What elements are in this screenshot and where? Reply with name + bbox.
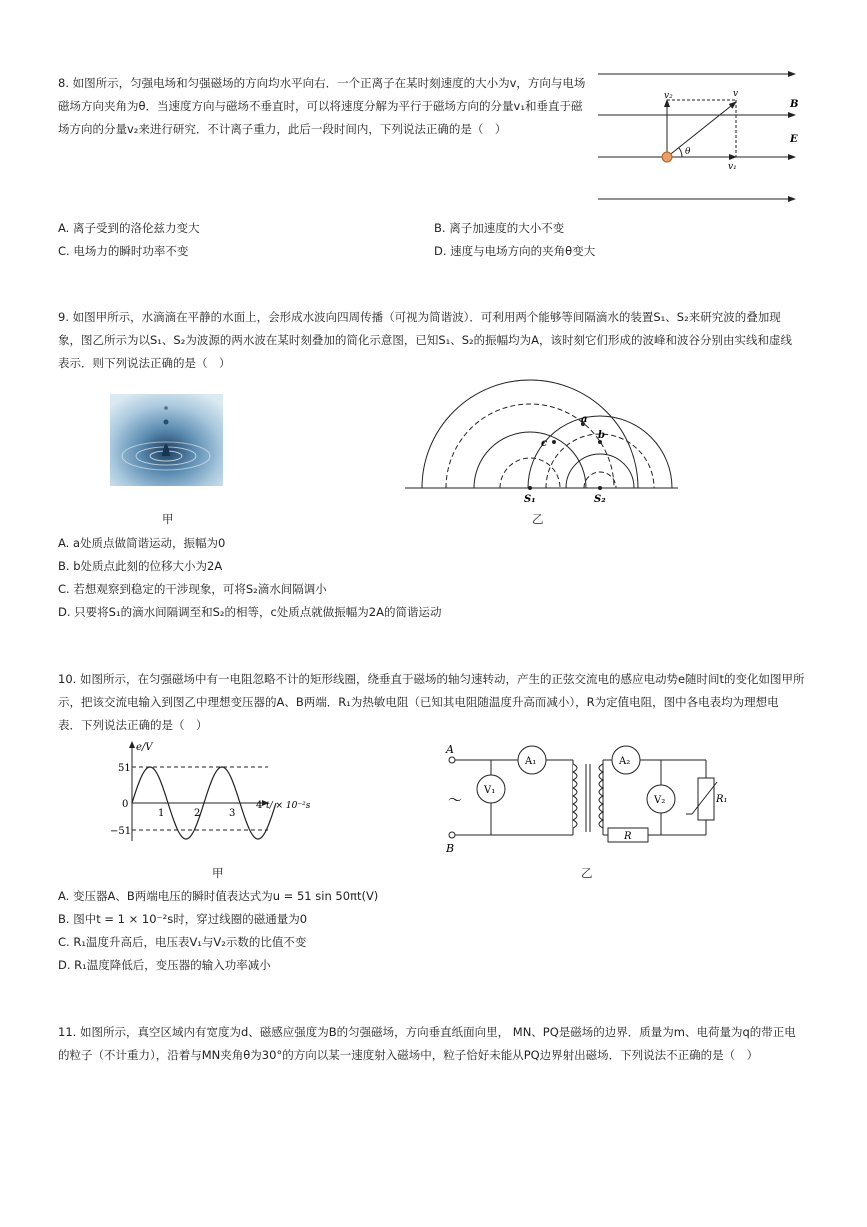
- s1-trough-inner: [500, 458, 560, 488]
- q9-option-d[interactable]: D. 只要将S₁的滴水间隔调至和S₂的相等，c处质点就做振幅为2A的简谐运动: [58, 605, 442, 619]
- water-drop-photo: [110, 394, 223, 486]
- label-v1: v₁: [728, 162, 737, 172]
- label-v2: v₂: [664, 91, 673, 101]
- label-s2: S₂: [594, 494, 606, 505]
- q10-emf-graph: [108, 736, 328, 846]
- theta-arc: [679, 148, 682, 157]
- q8-option-d[interactable]: D. 速度与电场方向的夹角θ变大: [434, 244, 596, 258]
- tick-0: 0: [122, 799, 129, 810]
- label-rt: R₁: [716, 794, 728, 805]
- graph-ylabel: e/V: [136, 742, 153, 753]
- terminal-b: [449, 832, 455, 838]
- q8-field-diagram: [590, 62, 815, 212]
- q8-line-3: 场方向的分量v₂来进行研究．不计离子重力，此后一段时间内，下列说法正确的是（ ）: [58, 122, 507, 136]
- label-s1: S₁: [524, 494, 536, 505]
- q10-transformer-circuit: [436, 742, 736, 854]
- q9-line-3: 表示．则下列说法正确的是（ ）: [58, 356, 231, 370]
- tick-4: 4: [256, 800, 263, 811]
- q9-line-1: 9. 如图甲所示，水滴滴在平静的水面上，会形成水波向四周传播（可视为简谐波）．可利用两个能够等间隔滴水的装置S₁、S₂来研究波的叠加现: [58, 310, 781, 324]
- source-s2-dot: [598, 486, 602, 490]
- label-B: B: [790, 99, 799, 110]
- v-arrow: [667, 102, 736, 157]
- tick-3: 3: [229, 808, 236, 819]
- q10-line-3: 表．下列说法正确的是（ ）: [58, 718, 208, 732]
- q9-option-b[interactable]: B. b处质点此刻的位移大小为2A: [58, 559, 223, 573]
- label-E: E: [790, 134, 798, 145]
- q8-option-a[interactable]: A. 离子受到的洛伦兹力变大: [58, 221, 200, 235]
- thermistor-r1: [698, 778, 714, 820]
- tick-1: 1: [158, 808, 165, 819]
- label-v: v: [733, 89, 739, 99]
- q9-line-2: 象，图乙所示为以S₁、S₂为波源的两水波在某时刻叠加的简化示意图，已知S₁、S₂的振幅均为A，该时刻它们形成的波峰和波谷分别由实线和虚线: [58, 333, 792, 347]
- s2-crest-outer: [528, 416, 672, 488]
- label-a: a: [581, 414, 588, 425]
- label-terminal-b: B: [446, 842, 455, 854]
- ac-source-symbol: ～: [448, 793, 462, 809]
- q10-option-a[interactable]: A. 变压器A、B两端电压的瞬时值表达式为u = 51 sin 50πt(V): [58, 889, 379, 903]
- label-r: R: [624, 831, 632, 842]
- label-theta: θ: [685, 147, 691, 157]
- q8-option-b[interactable]: B. 离子加速度的大小不变: [434, 221, 565, 235]
- s2-trough-inner: [584, 472, 616, 488]
- q8-line-2: 磁场方向夹角为θ．当速度方向与磁场不垂直时，可以将速度分解为平行于磁场方向的分量v₁和垂直于磁: [58, 99, 583, 113]
- q10-caption-left: 甲: [212, 866, 224, 880]
- label-a2: A₂: [619, 756, 631, 767]
- q9-interference-diagram: [400, 378, 680, 508]
- primary-coil: [573, 764, 577, 828]
- terminal-a: [449, 757, 455, 763]
- q10-line-1: 10. 如图所示，在匀强磁场中有一电阻忽略不计的矩形线圈，绕垂直于磁场的轴匀速转动，产生的正弦交流电的感应电动势e随时间t的变化如图甲所: [58, 672, 805, 686]
- s2-crest-inner: [566, 454, 634, 488]
- label-terminal-a: A: [446, 743, 454, 756]
- graph-ymin: −51: [110, 826, 132, 837]
- q9-caption-right: 乙: [532, 512, 544, 526]
- q10-caption-right: 乙: [581, 866, 593, 880]
- label-c: c: [541, 438, 548, 449]
- q10-option-c[interactable]: C. R₁温度升高后，电压表V₁与V₂示数的比值不变: [58, 935, 307, 949]
- q11-line-2: 的粒子（不计重力），沿着与MN夹角θ为30°的方向以某一速度射入磁场中，粒子恰好未能从PQ边界射出磁场．下列说法不正确的是（ ）: [58, 1048, 759, 1062]
- q9-option-a[interactable]: A. a处质点做简谐运动，振幅为0: [58, 536, 226, 550]
- q10-option-d[interactable]: D. R₁温度降低后，变压器的输入功率减小: [58, 958, 271, 972]
- q10-option-b[interactable]: B. 图中t = 1 × 10⁻²s时，穿过线圈的磁通量为0: [58, 912, 308, 926]
- q8-line-1: 8. 如图所示，匀强电场和匀强磁场的方向均水平向右．一个正离子在某时刻速度的大小为v，方向与电场: [58, 76, 586, 90]
- graph-xlabel: t/ × 10⁻²s: [266, 801, 311, 811]
- label-v1: V₁: [484, 785, 496, 796]
- q10-line-2: 示，把该交流电输入到图乙中理想变压器的A、B两端．R₁为热敏电阻（已知其电阻随温度升高而减小），R为定值电阻，图中各电表均为理想电: [58, 695, 779, 709]
- tick-2: 2: [194, 808, 201, 819]
- q8-option-c[interactable]: C. 电场力的瞬时功率不变: [58, 244, 189, 258]
- ion-particle: [662, 152, 672, 162]
- label-a1: A₁: [525, 756, 537, 767]
- source-s1-dot: [528, 486, 532, 490]
- secondary-coil: [599, 764, 603, 828]
- label-v2: V₂: [654, 795, 666, 806]
- q11-line-1: 11. 如图所示，真空区域内有宽度为d、磁感应强度为B的匀强磁场，方向垂直纸面向里， MN、PQ是磁场的边界．质量为m、电荷量为q的带正电: [58, 1025, 796, 1039]
- label-b: b: [598, 430, 605, 441]
- q9-caption-left: 甲: [162, 512, 174, 526]
- point-c-dot: [552, 440, 556, 444]
- s1-crest-inner: [474, 432, 586, 488]
- q9-option-c[interactable]: C. 若想观察到稳定的干涉现象，可将S₂滴水间隔调小: [58, 582, 327, 596]
- graph-ymax: 51: [118, 763, 131, 774]
